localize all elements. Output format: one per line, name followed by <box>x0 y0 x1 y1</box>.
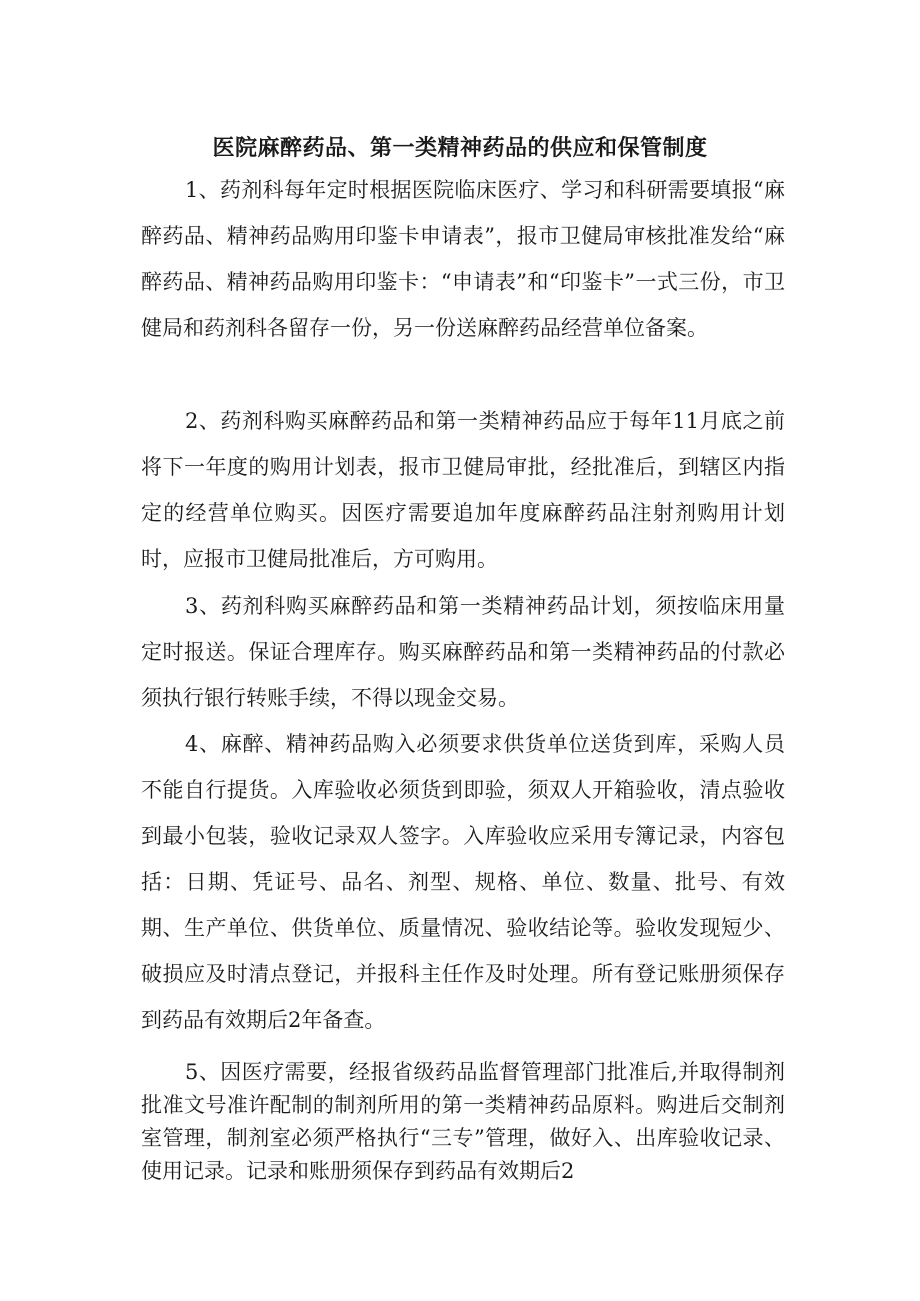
document-title: 医院麻醉药品、第一类精神药品的供应和保管制度 <box>212 134 708 161</box>
paragraph-1: 1、药剂科每年定时根据医院临床医疗、学习和科研需要填报“麻醉药品、精神药品购用印鉴卡申请表”，报市卫健局审核批准发给“麻醉药品、精神药品购用印鉴卡：“申请表”和“印鉴卡”一式三份，市卫健局和药剂科各留存一份，另一份送麻醉药品经营单位备案。 <box>141 178 785 340</box>
paragraph-5: 5、因医疗需要，经报省级药品监督管理部门批准后,并取得制剂批准文号准许配制的制剂所用的第一类精神药品原料。购进后交制剂室管理，制剂室必须严格执行“三专”管理，做好入、出库验收记录、使用记录。记录和账册须保存到药品有效期后2 <box>141 1060 785 1183</box>
paragraph-4: 4、麻醉、精神药品购入必须要求供货单位送货到库，采购人员不能自行提货。入库验收必须货到即验，须双人开箱验收，清点验收到最小包装，验收记录双人签字。入库验收应采用专簿记录，内容包括：日期、凭证号、品名、剂型、规格、单位、数量、批号、有效期、生产单位、供货单位、质量情况、验收结论等。验收发现短少、破损应及时清点登记，并报科主任作及时处理。所有登记账册须保存到药品有效期后2年备查。 <box>141 732 785 1032</box>
paragraph-2: 2、药剂科购买麻醉药品和第一类精神药品应于每年11月底之前将下一年度的购用计划表，报市卫健局审批，经批准后，到辖区内指定的经营单位购买。因医疗需要追加年度麻醉药品注射剂购用计划时，应报市卫健局批准后，方可购用。 <box>141 409 785 571</box>
paragraph-3: 3、药剂科购买麻醉药品和第一类精神药品计划，须按临床用量定时报送。保证合理库存。购买麻醉药品和第一类精神药品的付款必须执行银行转账手续，不得以现金交易。 <box>141 594 785 710</box>
